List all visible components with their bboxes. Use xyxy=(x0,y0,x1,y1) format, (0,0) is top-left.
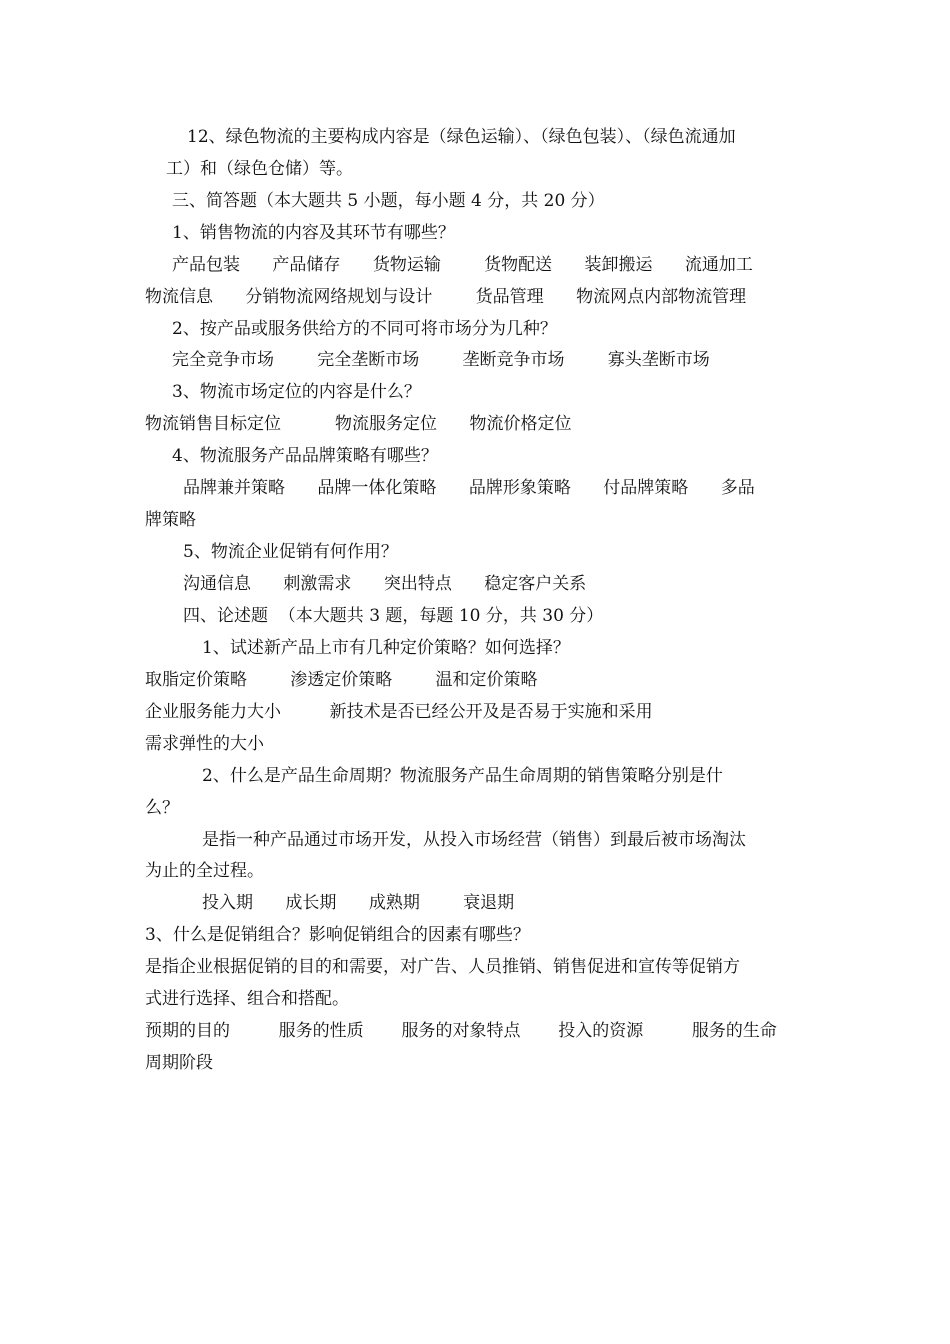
section-heading: 四、论述题 （本大题共 3 题，每题 10 分，共 30 分） xyxy=(183,606,604,626)
question: 么？ xyxy=(145,798,179,818)
text-line: 12、绿色物流的主要构成内容是（绿色运输）、（绿色包装）、（绿色流通加 xyxy=(187,127,736,147)
answer-line: 需求弹性的大小 xyxy=(145,734,264,754)
answer-line: 沟通信息 刺激需求 突出特点 稳定客户关系 xyxy=(183,574,587,594)
answer-line: 是指企业根据促销的目的和需要，对广告、人员推销、销售促进和宣传等促销方 xyxy=(145,957,740,977)
answer-line: 完全竞争市场 完全垄断市场 垄断竞争市场 寡头垄断市场 xyxy=(172,350,710,370)
question: 1、试述新产品上市有几种定价策略？如何选择？ xyxy=(202,638,570,658)
answer-line: 是指一种产品通过市场开发，从投入市场经营（销售）到最后被市场淘汰 xyxy=(202,830,746,850)
answer-line: 周期阶段 xyxy=(145,1053,213,1073)
answer-line: 为止的全过程。 xyxy=(145,861,264,881)
answer-line: 预期的目的 服务的性质 服务的对象特点 投入的资源 服务的生命 xyxy=(145,1021,777,1041)
answer-line: 投入期 成长期 成熟期 衰退期 xyxy=(202,893,515,913)
answer-line: 品牌兼并策略 品牌一体化策略 品牌形象策略 付品牌策略 多品 xyxy=(183,478,755,498)
section-heading: 三、简答题（本大题共 5 小题，每小题 4 分，共 20 分） xyxy=(172,191,605,211)
answer-line: 取脂定价策略 渗透定价策略 温和定价策略 xyxy=(145,670,538,690)
question: 3、物流市场定位的内容是什么？ xyxy=(172,382,421,402)
text-line: 工）和（绿色仓储）等。 xyxy=(166,159,353,179)
answer-line: 牌策略 xyxy=(145,510,196,530)
question: 2、什么是产品生命周期？物流服务产品生命周期的销售策略分别是什 xyxy=(202,766,723,786)
question: 5、物流企业促销有何作用？ xyxy=(183,542,398,562)
answer-line: 式进行选择、组合和搭配。 xyxy=(145,989,349,1009)
answer-line: 企业服务能力大小 新技术是否已经公开及是否易于实施和采用 xyxy=(145,702,653,722)
answer-line: 物流信息 分销物流网络规划与设计 货品管理 物流网点内部物流管理 xyxy=(145,287,747,307)
question: 4、物流服务产品品牌策略有哪些？ xyxy=(172,446,438,466)
answer-line: 产品包装 产品储存 货物运输 货物配送 装卸搬运 流通加工 xyxy=(172,255,753,275)
question: 3、什么是促销组合？影响促销组合的因素有哪些？ xyxy=(145,925,530,945)
question: 1、销售物流的内容及其环节有哪些？ xyxy=(172,223,455,243)
question: 2、按产品或服务供给方的不同可将市场分为几种？ xyxy=(172,319,557,339)
answer-line: 物流销售目标定位 物流服务定位 物流价格定位 xyxy=(145,414,572,434)
